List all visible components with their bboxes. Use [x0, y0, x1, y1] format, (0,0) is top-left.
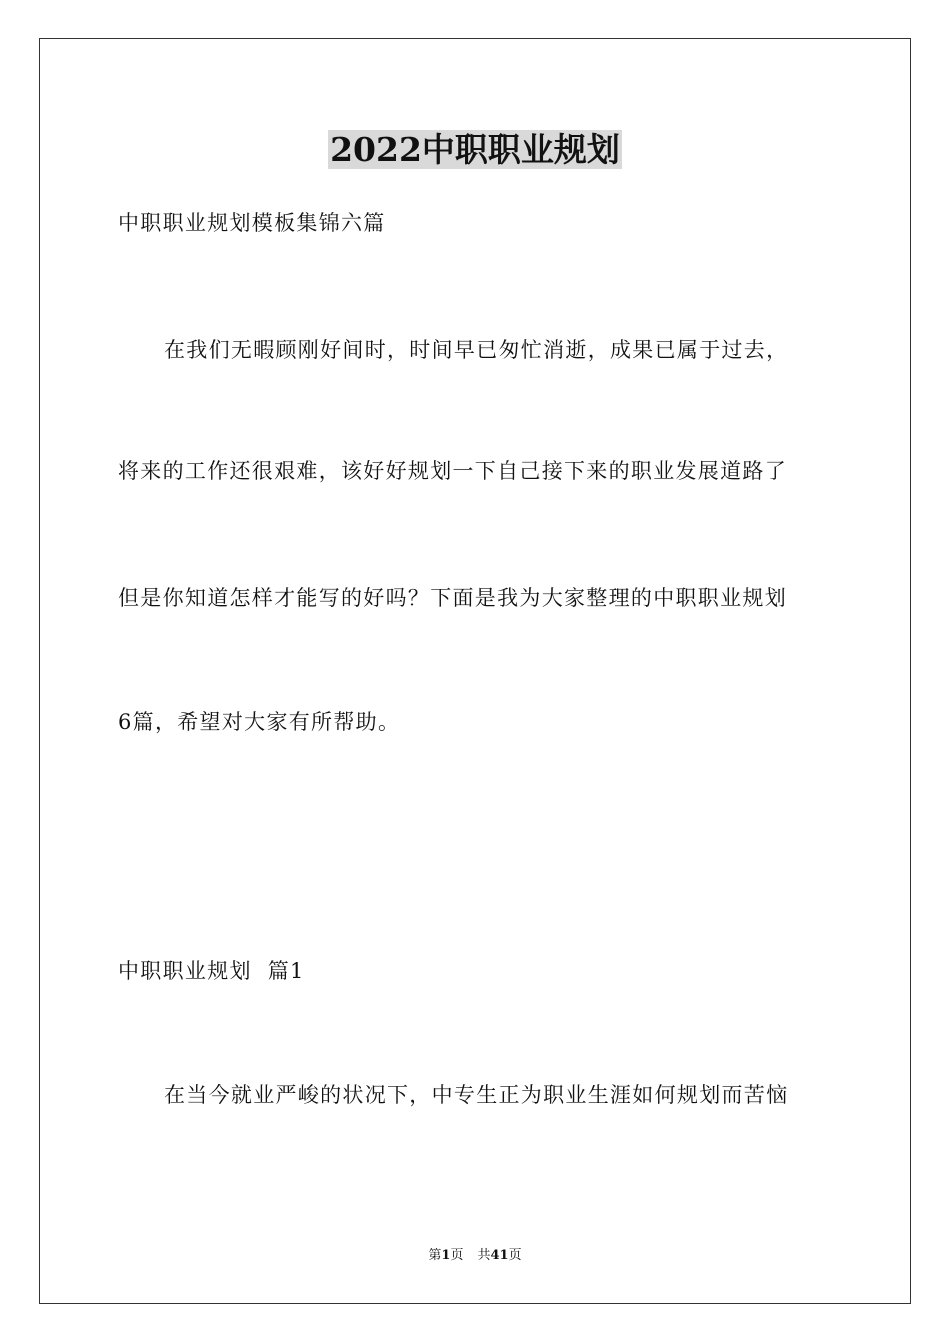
- footer-total-pages: 41: [490, 1248, 509, 1263]
- document-subtitle: 中职职业规划模板集锦六篇: [118, 211, 386, 235]
- footer-page-suffix: 页: [450, 1248, 464, 1263]
- section-line-1: 在当今就业严峻的状况下，中专生正为职业生涯如何规划而苦恼: [164, 1083, 789, 1107]
- section-heading: 中职职业规划 篇1: [118, 959, 305, 983]
- document-title-text: 2022中职职业规划: [330, 130, 620, 169]
- document-title: [0, 128, 950, 172]
- footer-total-prefix: 共: [477, 1248, 491, 1263]
- page-footer: [0, 1247, 950, 1265]
- intro-line-1: 在我们无暇顾刚好间时，时间早已匆忙消逝，成果已属于过去，: [164, 338, 789, 362]
- intro-line-2: 将来的工作还很艰难，该好好规划一下自己接下来的职业发展道路了: [118, 459, 787, 483]
- footer-page-number: 1: [441, 1248, 451, 1263]
- intro-line-4: 6篇，希望对大家有所帮助。: [118, 710, 401, 734]
- intro-line-3: 但是你知道怎样才能写的好吗？下面是我为大家整理的中职职业规划: [118, 586, 787, 610]
- footer-page-prefix: 第: [428, 1248, 442, 1263]
- footer-total-suffix: 页: [508, 1248, 522, 1263]
